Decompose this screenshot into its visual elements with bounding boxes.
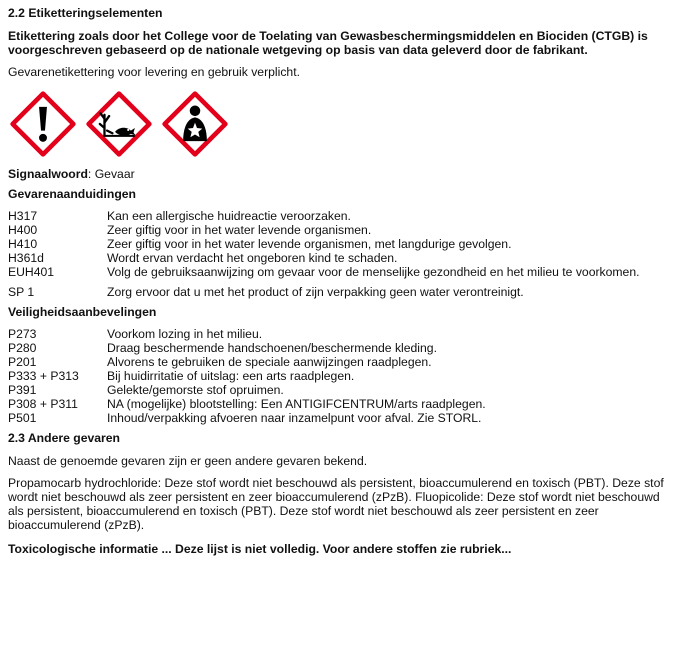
environment-hazard-icon bbox=[86, 91, 152, 157]
hazard-text: Wordt ervan verdacht het ongeboren kind te schaden. bbox=[107, 251, 398, 265]
signal-word-value: Gevaar bbox=[94, 167, 135, 181]
labelling-intro: Etikettering zoals door het College voor de Toelating van Gewasbeschermingsmiddelen en Biociden (CTGB) is voorgeschreven gebaseerd op de nationale wetgeving op basis van data geleverd door de fabrikant. bbox=[8, 29, 648, 57]
hazard-text: Volg de gebruiksaanwijzing om gevaar voor de menselijke gezondheid en het milieu te voorkomen. bbox=[107, 265, 640, 279]
exclamation-mark-icon bbox=[10, 91, 76, 157]
trailing-cut-off-line: Toxicologische informatie ... Deze lijst is niet volledig. Voor andere stoffen zie rubriek... bbox=[8, 542, 512, 556]
precaution-text: Gelekte/gemorste stof opruimen. bbox=[107, 383, 284, 397]
hazard-row bbox=[8, 237, 672, 251]
precaution-code: P391 bbox=[8, 383, 37, 397]
signal-word: Signaalwoord: Gevaar bbox=[8, 167, 135, 181]
precaution-code: P273 bbox=[8, 327, 37, 341]
hazard-code: H410 bbox=[8, 237, 38, 251]
precaution-code: P333 + P313 bbox=[8, 369, 79, 383]
health-hazard-icon bbox=[162, 91, 228, 157]
precaution-row bbox=[8, 341, 672, 355]
precaution-row bbox=[8, 383, 672, 397]
precaution-row bbox=[8, 355, 672, 369]
precautionary-statements-list bbox=[8, 327, 672, 425]
precaution-code: P280 bbox=[8, 341, 37, 355]
labelling-note: Gevarenetikettering voor levering en gebruik verplicht. bbox=[8, 65, 300, 79]
hazard-statements-heading: Gevarenaanduidingen bbox=[8, 187, 136, 201]
hazard-text: Kan een allergische huidreactie veroorzaken. bbox=[107, 209, 351, 223]
precaution-code: P201 bbox=[8, 355, 37, 369]
precautionary-statements-heading: Veiligheidsaanbevelingen bbox=[8, 305, 157, 319]
hazard-code: H361d bbox=[8, 251, 44, 265]
hazard-row bbox=[8, 209, 672, 223]
hazard-row bbox=[8, 265, 672, 279]
hazard-text: Zeer giftig voor in het water levende organismen, met langdurige gevolgen. bbox=[107, 237, 512, 251]
hazard-code: EUH401 bbox=[8, 265, 55, 279]
sp-code: SP 1 bbox=[8, 285, 35, 299]
hazard-code: H317 bbox=[8, 209, 38, 223]
precaution-text: Draag beschermende handschoenen/beschermende kleding. bbox=[107, 341, 437, 355]
sp-text: Zorg ervoor dat u met het product of zijn verpakking geen water verontreinigt. bbox=[107, 285, 524, 299]
precaution-text: NA (mogelijke) blootstelling: Een ANTIGIFCENTRUM/arts raadplegen. bbox=[107, 397, 486, 411]
hazard-row bbox=[8, 223, 672, 237]
section-2-2-title: 2.2 Etiketteringselementen bbox=[8, 6, 163, 20]
sp-row bbox=[8, 285, 672, 299]
precaution-code: P501 bbox=[8, 411, 37, 425]
ghs-pictograms bbox=[10, 91, 672, 157]
precaution-text: Alvorens te gebruiken de speciale aanwijzingen raadplegen. bbox=[107, 355, 432, 369]
signal-word-label: Signaalwoord bbox=[8, 167, 88, 181]
other-hazards-text: Naast de genoemde gevaren zijn er geen andere gevaren bekend. bbox=[8, 454, 368, 468]
precaution-text: Voorkom lozing in het milieu. bbox=[107, 327, 263, 341]
section-2-3-title: 2.3 Andere gevaren bbox=[8, 431, 120, 445]
hazard-text: Zeer giftig voor in het water levende organismen. bbox=[107, 223, 372, 237]
pbt-assessment-text: Propamocarb hydrochloride: Deze stof wordt niet beschouwd als persistent, bioaccumulerend en toxisch (PBT). Deze stof wordt niet beschouwd als zeer persistent en zeer bioaccumulerend (zPzB). Fluopicolide: Deze stof wordt niet beschouwd als persistent, bioaccumulerend en toxisch (PBT). Deze stof wordt niet beschouwd als zeer persistent en zeer bioaccumulerend (zPzB). bbox=[8, 476, 664, 532]
precaution-row bbox=[8, 411, 672, 425]
hazard-code: H400 bbox=[8, 223, 38, 237]
hazard-row bbox=[8, 251, 672, 265]
precaution-code: P308 + P311 bbox=[8, 397, 78, 411]
precaution-row bbox=[8, 327, 672, 341]
hazard-statements-list bbox=[8, 209, 672, 299]
precaution-text: Bij huidirritatie of uitslag: een arts raadplegen. bbox=[107, 369, 355, 383]
precaution-row bbox=[8, 397, 672, 411]
precaution-row bbox=[8, 369, 672, 383]
precaution-text: Inhoud/verpakking afvoeren naar inzamelpunt voor afval. Zie STORL. bbox=[107, 411, 482, 425]
sds-page bbox=[8, 6, 672, 556]
